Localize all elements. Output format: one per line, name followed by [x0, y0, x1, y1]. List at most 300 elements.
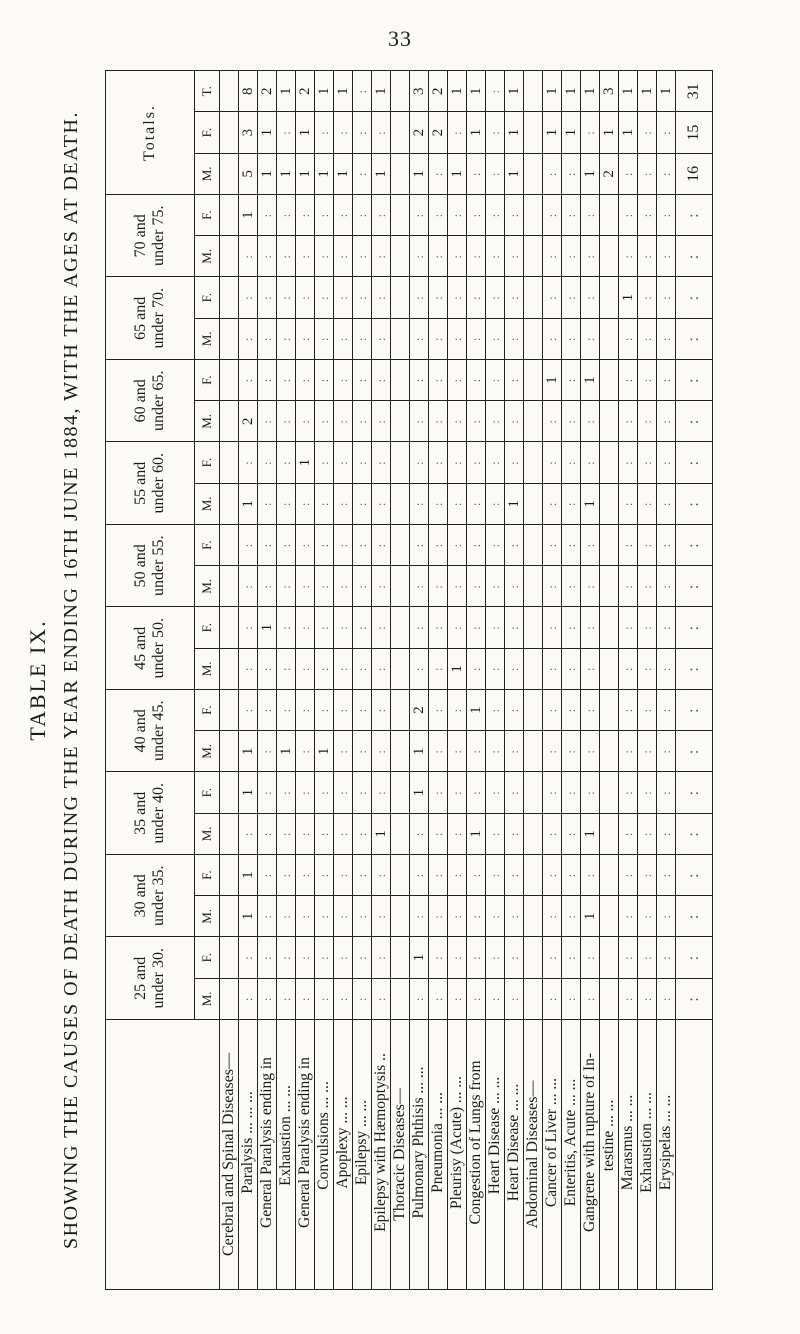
header-age-group: 65 and under 70.: [106, 277, 195, 360]
table-cell: :: [410, 318, 429, 359]
table-cell: :: [467, 937, 486, 978]
table-cell: :: [429, 153, 448, 194]
table-cell: :: [315, 607, 334, 648]
table-cell: 1: [239, 772, 258, 813]
header-sex-label: M.: [195, 236, 220, 277]
table-cell: [220, 153, 239, 194]
header-sex-label: M.: [195, 896, 220, 937]
table-cell: :: [372, 277, 391, 318]
table-cell: :: [581, 690, 600, 731]
totals-row-label: [676, 1020, 713, 1290]
table-cell: :: [296, 855, 315, 896]
table-cell: :: [619, 360, 638, 401]
table-cell: [391, 978, 410, 1019]
table-cell: 1: [315, 731, 334, 772]
table-cell: :: [657, 855, 676, 896]
table-cell: :: [277, 648, 296, 689]
table-row: [315, 71, 334, 1290]
table-cell: :: [372, 318, 391, 359]
table-cell: [524, 690, 543, 731]
table-cell: 1: [410, 731, 429, 772]
table-cell: [220, 690, 239, 731]
table-cell: :: [581, 442, 600, 483]
table-cell: [391, 690, 410, 731]
table-cell: :: [277, 772, 296, 813]
table-cell: [524, 896, 543, 937]
table-cell: :: [334, 442, 353, 483]
table-cell: :: [353, 566, 372, 607]
table-cell: :: [486, 855, 505, 896]
table-cell: :: [638, 442, 657, 483]
header-sex-label: M.: [195, 648, 220, 689]
table-cell: :: [315, 813, 334, 854]
table-cell: :: [410, 483, 429, 524]
table-cell: :: [372, 236, 391, 277]
cause-of-death-label: testine ... ...: [600, 1020, 619, 1290]
table-row: [467, 71, 486, 1290]
table-cell: :: [619, 772, 638, 813]
table-cell: [220, 318, 239, 359]
table-cell: :: [448, 318, 467, 359]
table-cell: :: [372, 855, 391, 896]
table-cell: [391, 607, 410, 648]
table-cell: :: [562, 442, 581, 483]
table-cell: [600, 648, 619, 689]
table-cell: :: [543, 483, 562, 524]
table-cell: [220, 607, 239, 648]
table-cell: [600, 813, 619, 854]
table-cell: :: [562, 896, 581, 937]
table-cell: :: [486, 525, 505, 566]
table-cell: :: [353, 607, 372, 648]
header-sex-label: M.: [195, 401, 220, 442]
cause-of-death-label: Heart Disease ... ...: [505, 1020, 524, 1290]
table-cell: 2: [429, 71, 448, 113]
table-cell: :: [581, 277, 600, 318]
table-cell: :: [353, 937, 372, 978]
table-cell: :: [581, 937, 600, 978]
table-cell: :: [657, 112, 676, 153]
cause-of-death-label: Enteritis, Acute ... ...: [562, 1020, 581, 1290]
table-cell: :: [258, 978, 277, 1019]
table-cell: :: [581, 855, 600, 896]
table-cell: :: [619, 855, 638, 896]
table-cell: :: [448, 855, 467, 896]
table-cell: [600, 896, 619, 937]
table-cell: [524, 937, 543, 978]
table-cell: :: [372, 483, 391, 524]
table-cell: [600, 442, 619, 483]
table-cell: :: [258, 648, 277, 689]
table-cell: :: [505, 772, 524, 813]
table-cell: :: [638, 236, 657, 277]
table-cell: [391, 318, 410, 359]
table-cell: :: [334, 937, 353, 978]
table-cell: :: [429, 318, 448, 359]
table-cell: :: [619, 153, 638, 194]
table-cell: :: [638, 318, 657, 359]
table-cell: :: [657, 978, 676, 1019]
cause-of-death-label: Paralysis ... ... ...: [239, 1020, 258, 1290]
table-cell: :: [258, 318, 277, 359]
table-cell: 1: [562, 71, 581, 113]
table-cell: 1: [505, 483, 524, 524]
table-cell: :: [372, 607, 391, 648]
table-cell: 1: [581, 71, 600, 113]
table-cell: :: [429, 731, 448, 772]
table-cell: [524, 71, 543, 113]
table-row: [296, 71, 315, 1290]
table-cell: :: [410, 195, 429, 236]
table-cell: :: [448, 607, 467, 648]
table-cell: :: [429, 236, 448, 277]
table-cell: :: [429, 690, 448, 731]
table-cell: 1: [239, 731, 258, 772]
table-cell: :: [315, 236, 334, 277]
totals-cell: :: [676, 690, 713, 731]
table-cell: :: [239, 525, 258, 566]
table-row: [600, 71, 619, 1290]
table-cell: :: [543, 648, 562, 689]
table-cell: :: [505, 318, 524, 359]
table-row: [239, 71, 258, 1290]
table-cell: :: [657, 195, 676, 236]
cause-of-death-label: Gangrene with rupture of In-: [581, 1020, 600, 1290]
table-row: [524, 71, 543, 1290]
table-cell: [600, 277, 619, 318]
table-cell: 1: [581, 360, 600, 401]
table-row: [543, 71, 562, 1290]
table-cell: :: [353, 401, 372, 442]
header-total-sub-label: F.: [195, 112, 220, 153]
table-cell: :: [467, 401, 486, 442]
table-cell: [524, 360, 543, 401]
table-cell: :: [315, 896, 334, 937]
table-cell: :: [543, 277, 562, 318]
table-cell: 8: [239, 71, 258, 113]
table-cell: :: [543, 772, 562, 813]
table-cell: [600, 483, 619, 524]
header-age-group: 45 and under 50.: [106, 607, 195, 690]
table-cell: :: [239, 442, 258, 483]
table-cell: :: [258, 731, 277, 772]
table-row: [258, 71, 277, 1290]
table-cell: :: [296, 690, 315, 731]
table-cell: :: [334, 318, 353, 359]
table-cell: :: [258, 360, 277, 401]
table-cell: :: [619, 690, 638, 731]
table-cell: :: [239, 937, 258, 978]
table-cell: [220, 71, 239, 113]
table-cell: 1: [562, 112, 581, 153]
table-cell: :: [277, 318, 296, 359]
table-cell: :: [619, 607, 638, 648]
table-cell: :: [277, 855, 296, 896]
table-cell: :: [334, 607, 353, 648]
header-sex-label: F.: [195, 277, 220, 318]
header-total-sub-label: M.: [195, 153, 220, 194]
table-cell: [391, 360, 410, 401]
table-cell: :: [410, 813, 429, 854]
table-cell: :: [315, 690, 334, 731]
table-cell: :: [353, 731, 372, 772]
table-cell: :: [448, 112, 467, 153]
table-cell: :: [277, 277, 296, 318]
cause-of-death-label: Exhaustion ... ...: [277, 1020, 296, 1290]
table-cell: :: [239, 813, 258, 854]
header-sex-label: M.: [195, 483, 220, 524]
header-age-group: 40 and under 45.: [106, 690, 195, 773]
cause-of-death-label: Cancer of Liver ... ...: [543, 1020, 562, 1290]
table-cell: [220, 978, 239, 1019]
table-cell: [391, 153, 410, 194]
table-cell: :: [486, 690, 505, 731]
table-cell: :: [638, 978, 657, 1019]
table-cell: :: [505, 978, 524, 1019]
table-cell: [391, 772, 410, 813]
table-cell: :: [486, 566, 505, 607]
table-cell: :: [334, 401, 353, 442]
table-cell: :: [353, 525, 372, 566]
table-cell: :: [258, 896, 277, 937]
table-cell: :: [372, 401, 391, 442]
table-cell: :: [657, 690, 676, 731]
table-cell: [220, 813, 239, 854]
table-cell: :: [657, 483, 676, 524]
table-cell: :: [429, 401, 448, 442]
table-cell: [600, 937, 619, 978]
table-cell: :: [562, 277, 581, 318]
table-row: [505, 71, 524, 1290]
table-cell: :: [581, 236, 600, 277]
table-cell: :: [410, 401, 429, 442]
table-cell: :: [467, 236, 486, 277]
table-cell: :: [296, 318, 315, 359]
table-cell: :: [562, 401, 581, 442]
table-cell: :: [410, 978, 429, 1019]
table-cell: :: [562, 607, 581, 648]
totals-cell: :: [676, 525, 713, 566]
header-sex-label: F.: [195, 525, 220, 566]
table-cell: :: [372, 195, 391, 236]
table-cell: :: [657, 772, 676, 813]
table-cell: :: [353, 153, 372, 194]
table-cell: :: [467, 896, 486, 937]
table-cell: 1: [448, 153, 467, 194]
header-sex-label: M.: [195, 978, 220, 1019]
table-cell: 1: [334, 71, 353, 113]
table-cell: :: [334, 690, 353, 731]
totals-cell: :: [676, 978, 713, 1019]
table-cell: :: [277, 483, 296, 524]
table-cell: :: [239, 648, 258, 689]
table-cell: :: [543, 731, 562, 772]
rotated-table-region: [25, 60, 715, 1300]
table-cell: :: [543, 318, 562, 359]
table-cell: [600, 607, 619, 648]
table-cell: :: [562, 813, 581, 854]
table-cell: :: [619, 483, 638, 524]
table-row: [657, 71, 676, 1290]
table-cell: [391, 937, 410, 978]
table-cell: 1: [581, 813, 600, 854]
cause-of-death-label: Apoplexy ... ...: [334, 1020, 353, 1290]
table-cell: :: [429, 483, 448, 524]
table-cell: :: [353, 690, 372, 731]
table-cell: :: [448, 690, 467, 731]
table-cell: :: [581, 525, 600, 566]
table-cell: [391, 71, 410, 113]
table-row: [619, 71, 638, 1290]
table-cell: :: [334, 236, 353, 277]
table-cell: :: [448, 978, 467, 1019]
table-cell: :: [505, 813, 524, 854]
table-cell: 1: [505, 153, 524, 194]
table-cell: :: [467, 318, 486, 359]
table-cell: [600, 978, 619, 1019]
table-cell: :: [258, 442, 277, 483]
table-cell: :: [410, 648, 429, 689]
table-cell: :: [505, 442, 524, 483]
header-sex-label: M.: [195, 318, 220, 359]
header-age-group: 35 and under 40.: [106, 772, 195, 855]
table-cell: [524, 153, 543, 194]
table-cell: [524, 277, 543, 318]
cause-of-death-label: Epilepsy ... ...: [353, 1020, 372, 1290]
table-cell: [220, 236, 239, 277]
table-cell: :: [619, 648, 638, 689]
table-cell: :: [277, 690, 296, 731]
table-cell: [600, 566, 619, 607]
header-sex-label: F.: [195, 607, 220, 648]
table-cell: 1: [277, 731, 296, 772]
table-cell: [391, 442, 410, 483]
table-cell: :: [562, 731, 581, 772]
table-cell: :: [657, 360, 676, 401]
header-sex-label: M.: [195, 566, 220, 607]
table-cell: 1: [600, 112, 619, 153]
table-cell: [391, 195, 410, 236]
table-cell: :: [562, 772, 581, 813]
header-sex-label: M.: [195, 731, 220, 772]
table-cell: [391, 731, 410, 772]
table-cell: 1: [277, 71, 296, 113]
table-cell: :: [334, 525, 353, 566]
table-cell: :: [353, 318, 372, 359]
table-cell: :: [429, 442, 448, 483]
table-cell: :: [277, 112, 296, 153]
totals-cell: :: [676, 731, 713, 772]
table-cell: :: [505, 236, 524, 277]
table-cell: :: [258, 566, 277, 607]
table-row: [410, 71, 429, 1290]
header-age-group: 30 and under 35.: [106, 855, 195, 938]
table-cell: :: [486, 978, 505, 1019]
table-cell: [391, 236, 410, 277]
table-cell: 1: [277, 153, 296, 194]
table-cell: :: [657, 442, 676, 483]
table-cell: 3: [410, 71, 429, 113]
table-cell: :: [638, 896, 657, 937]
cause-of-death-label: General Paralysis ending in: [258, 1020, 277, 1290]
table-cell: :: [277, 607, 296, 648]
table-cell: :: [296, 937, 315, 978]
table-cell: :: [505, 525, 524, 566]
table-cell: :: [372, 978, 391, 1019]
table-cell: [220, 648, 239, 689]
table-cell: :: [277, 813, 296, 854]
table-cell: :: [353, 360, 372, 401]
totals-cell: :: [676, 195, 713, 236]
table-cell: :: [296, 813, 315, 854]
table-cell: :: [277, 566, 296, 607]
table-cell: :: [372, 360, 391, 401]
table-cell: :: [486, 71, 505, 113]
cause-of-death-label: Heart Disease ... ...: [486, 1020, 505, 1290]
table-cell: :: [429, 277, 448, 318]
table-row: [372, 71, 391, 1290]
table-cell: [391, 277, 410, 318]
table-cell: [220, 442, 239, 483]
table-cell: [524, 525, 543, 566]
table-cell: 1: [239, 195, 258, 236]
table-cell: :: [581, 195, 600, 236]
table-cell: :: [372, 731, 391, 772]
table-cell: :: [353, 277, 372, 318]
table-cell: :: [619, 731, 638, 772]
cause-of-death-label: Congestion of Lungs from: [467, 1020, 486, 1290]
table-cell: :: [657, 236, 676, 277]
table-cell: :: [296, 525, 315, 566]
table-cell: 2: [429, 112, 448, 153]
table-cell: :: [429, 855, 448, 896]
table-cell: :: [277, 236, 296, 277]
table-cell: :: [467, 277, 486, 318]
table-cell: :: [467, 772, 486, 813]
table-cell: :: [543, 442, 562, 483]
table-cell: [600, 690, 619, 731]
table-cell: :: [372, 937, 391, 978]
table-cell: :: [410, 607, 429, 648]
table-cell: 2: [296, 71, 315, 113]
table-cell: [524, 401, 543, 442]
table-cell: 1: [258, 153, 277, 194]
table-cell: :: [562, 318, 581, 359]
table-cell: :: [296, 772, 315, 813]
cause-of-death-label: Cerebral and Spinal Diseases—: [220, 1020, 239, 1290]
table-cell: :: [448, 442, 467, 483]
table-cell: 2: [258, 71, 277, 113]
table-cell: :: [638, 937, 657, 978]
table-cell: :: [296, 236, 315, 277]
table-cell: :: [543, 896, 562, 937]
table-cell: :: [562, 566, 581, 607]
table-cell: :: [486, 360, 505, 401]
table-cell: :: [505, 937, 524, 978]
table-cell: [524, 772, 543, 813]
header-sex-label: F.: [195, 442, 220, 483]
table-cell: [524, 318, 543, 359]
table-cell: [524, 566, 543, 607]
table-cell: :: [486, 607, 505, 648]
table-cell: :: [505, 566, 524, 607]
totals-cell: :: [676, 277, 713, 318]
table-cell: :: [353, 112, 372, 153]
table-cell: :: [258, 772, 277, 813]
table-row: [353, 71, 372, 1290]
table-cell: :: [657, 566, 676, 607]
table-cell: :: [277, 360, 296, 401]
